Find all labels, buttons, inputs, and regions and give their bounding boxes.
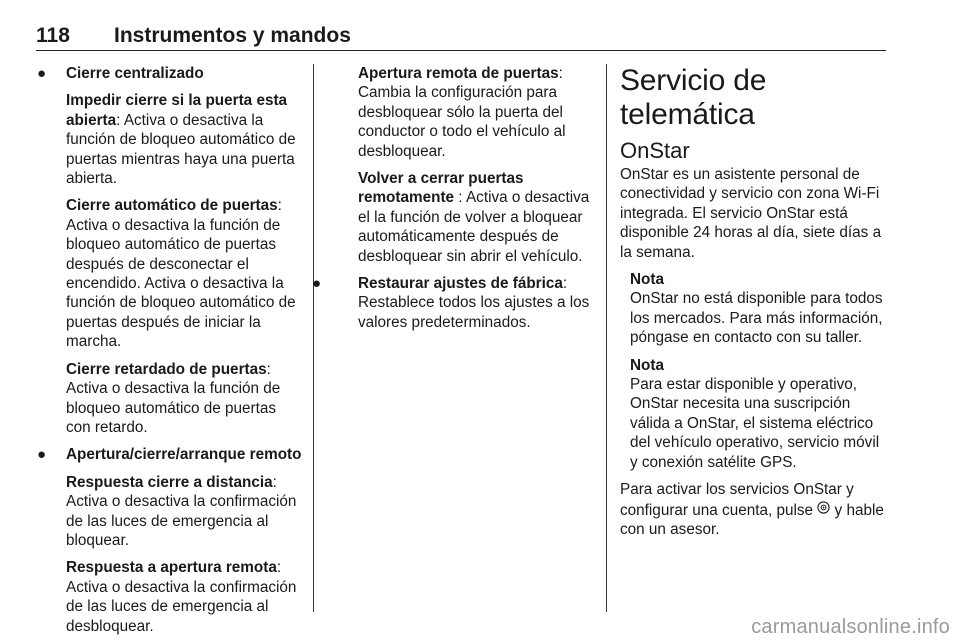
note-label: Nota	[630, 271, 664, 289]
item-text: : Activa o desactiva la función de bloqueo automático de puertas mientras haya una puerta abierta.	[66, 111, 296, 188]
watermark: carmanualsonline.info	[751, 616, 950, 638]
list-item	[358, 64, 598, 161]
column-1	[36, 64, 304, 642]
note-2	[620, 356, 888, 472]
bullet-dot-icon: ●	[37, 446, 47, 464]
subsection-title: OnStar	[620, 138, 690, 163]
bullet-title: Cierre centralizado	[66, 65, 204, 82]
item-text: : Activa o desactiva la confirmación de las luces de emergencia al desbloquear.	[66, 559, 297, 635]
bullet-restaurar-ajustes	[314, 274, 598, 332]
column-divider-1	[313, 64, 314, 612]
header-divider	[36, 50, 886, 51]
note-text: OnStar no está disponible para todos los mercados. Para más información, póngase en contacto con su taller.	[630, 290, 883, 347]
list-item	[66, 196, 304, 351]
bullet-title: Apertura/cierre/arranque remoto	[66, 446, 302, 464]
bullet-cierre-centralizado	[36, 64, 304, 437]
item-label: Respuesta a apertura remota	[66, 559, 277, 577]
item-label: Respuesta cierre a distancia	[66, 473, 273, 491]
item-text: : Activa o desactiva el la función de volver a bloquear automáticamente después de desbloquear sin abrir el vehículo.	[358, 189, 590, 265]
item-text: : Restablece todos los ajustes a los valores predeterminados.	[358, 275, 590, 331]
list-item	[66, 473, 304, 551]
item-text: : Activa o desactiva la función de bloqueo automático de puertas con retardo.	[66, 360, 281, 436]
activate-paragraph	[620, 480, 888, 539]
list-item	[66, 360, 304, 438]
list-item	[358, 169, 598, 266]
bullet-apertura-remoto	[36, 445, 304, 636]
column-2	[312, 64, 598, 340]
note-label: Nota	[630, 356, 664, 374]
note-text: Para estar disponible y operativo, OnStar necesita una suscripción válida a OnStar, el sistema eléctrico del vehículo operativo, servicio móvil y conexión satélite GPS.	[630, 376, 880, 471]
activate-text-after: y hable con un asesor.	[620, 501, 884, 538]
page-number: 118	[36, 24, 70, 47]
item-label: Restaurar ajustes de fábrica	[358, 275, 563, 293]
item-label: Apertura remota de puertas	[358, 65, 559, 82]
note-1	[620, 270, 888, 348]
item-label: Cierre retardado de puertas	[66, 360, 267, 378]
item-text: : Activa o desactiva la confirmación de las luces de emergencia al bloquear.	[66, 473, 297, 549]
item-label: Impedir cierre si la puerta esta abierta	[66, 92, 288, 129]
item-text: : Activa o desactiva la función de bloqueo automático de puertas después de desconectar el encendido. Activa o desactiva la función de bloqueo automático de puertas después de iniciar la marcha.	[66, 197, 296, 351]
column-divider-2	[606, 64, 607, 612]
item-text: : Cambia la configuración para desbloquear sólo la puerta del conductor o todo el vehículo al desbloquear.	[358, 65, 566, 160]
item-label: Cierre automático de puertas	[66, 197, 278, 215]
onstar-button-icon	[817, 500, 830, 519]
page-header	[36, 20, 886, 50]
list-item	[66, 91, 304, 188]
bullet-dot-icon: ●	[312, 275, 322, 293]
bullet-dot-icon: ●	[37, 65, 47, 82]
item-label: Volver a cerrar puertas remotamente	[358, 170, 524, 207]
section-title: Servicio de telemática	[620, 64, 767, 131]
list-item	[66, 558, 304, 636]
intro-paragraph: OnStar es un asistente personal de conectividad y servicio con zona Wi-Fi integrada. El servicio OnStar está disponible 24 horas al día, siete días a la semana.	[620, 166, 882, 261]
chapter-title: Instrumentos y mandos	[114, 24, 351, 47]
activate-text-before: Para activar los servicios OnStar y configurar una cuenta, pulse	[620, 481, 854, 519]
column-3	[620, 64, 888, 547]
